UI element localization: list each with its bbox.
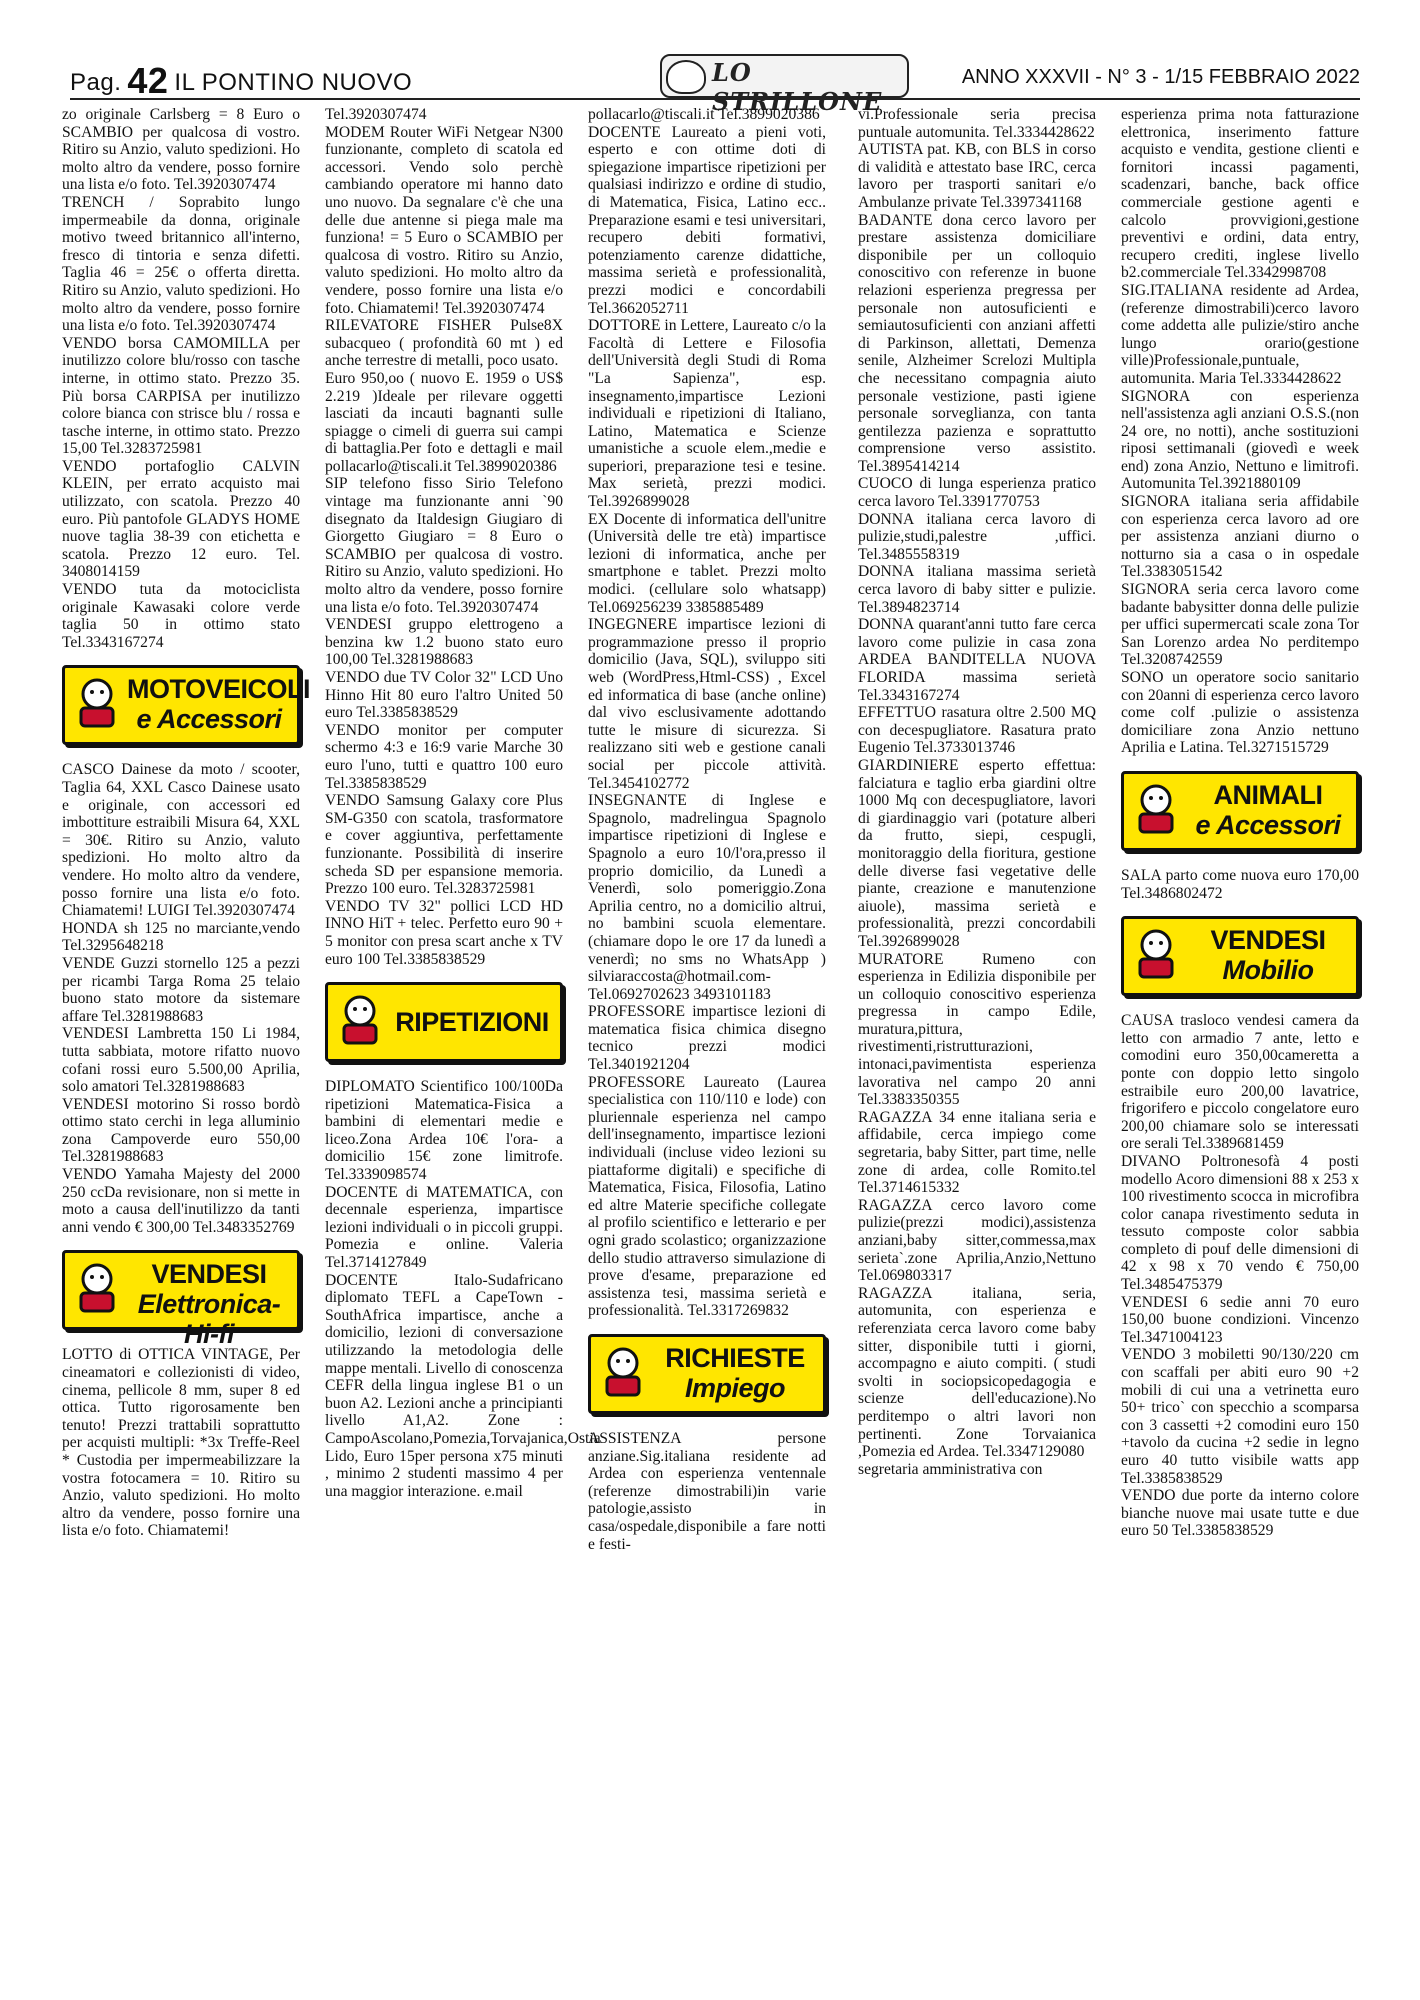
section-banner-animali xyxy=(1121,771,1359,851)
pag-label: Pag. xyxy=(70,69,122,96)
column-3 xyxy=(588,106,826,1553)
classified-ad: PROFESSORE impartisce lezioni di matematica fisica chimica disegno tecnico prezzi modici Tel.3401921204 xyxy=(588,1003,826,1074)
classified-ad: ASSISTENZA persone anziane.Sig.italiana residente ad Ardea con esperienza ventennale (referenze dimostrabili)in varie patologie,assisto in casa/ospedale,disponibile a fare notti e festi- xyxy=(588,1429,826,1553)
ads-list xyxy=(858,106,1096,1478)
newsboy-icon xyxy=(334,991,386,1047)
classified-ad: SIP telefono fisso Sirio Telefono vintage ma funzionante anni `90 disegnato da Italdesign Giugiaro di Giorgetto Giugiaro = 8 Euro o SCAMBIO per qualcosa di vostro. Ritiro su Anzio, valuto spedizioni. Ho molto altro da vendere, posso fornire una lista e/o foto. Tel.3920307474 xyxy=(325,475,563,616)
section-title: VENDESI xyxy=(151,1259,267,1290)
ads-list xyxy=(62,761,300,1236)
classified-ad: vi.Professionale seria precisa puntuale automunita. Tel.3334428622 xyxy=(858,106,1096,141)
classified-ad: VENDO TV 32" pollici LCD HD INNO HiT + telec. Perfetto euro 90 + 5 monitor con presa scart anche x TV euro 100 Tel.3385838529 xyxy=(325,897,563,968)
classified-ad: SIG.ITALIANA residente ad Ardea,(referenze dimostrabili)cerco lavoro come addetta alle pulizie/stiro anche lungo orario(gestione ville)Professionale,puntuale, automunita. Maria Tel.3334428622 xyxy=(1121,281,1359,387)
ads-list xyxy=(62,1346,300,1540)
column-5 xyxy=(1121,106,1359,1540)
classified-ad: CUOCO di lunga esperienza pratico cerca lavoro Tel.3391770753 xyxy=(858,475,1096,511)
classified-ad: INGEGNERE impartisce lezioni di programmazione presso il proprio domicilio (Java, SQL), sviluppo siti web (WordPress,Html-CSS) , Excel ed informatica di base (anche online) dal vivo esclusivamente adottando tutte le misure di sicurezza. Si realizzano siti web e gestione canali social per piccole attività. Tel.3454102772 xyxy=(588,616,826,792)
classified-ad: INSEGNANTE di Inglese e Spagnolo, madrelingua Spagnolo impartisce ripetizioni di Inglese e Spagnolo a euro 10/l'ora,presso il proprio domicilio, da Lunedì a Venerdì, solo pomeriggio.Zona Aprilia centro, no a domicilio altrui, no bambini scuola elementare. (chiamare dopo le ore 17 da lunedì a venerdì; no sms no WhatsApp ) silviaraccosta@hotmail.com-Tel.0692702623 3493101183 xyxy=(588,792,826,1003)
ads-list xyxy=(588,106,826,1320)
classified-ad: CAUSA trasloco vendesi camera da letto con armadio 7 ante, letto e comodini euro 350,00cameretta a ponte con doppio letto singolo estraibile euro 200,00 lavatrice, frigorifero e piccolo congelatore euro 200,00 chiamare solo se interessati ore serali Tel.3389681459 xyxy=(1121,1012,1359,1153)
classified-ad: VENDO due porte da interno colore bianche nuove mai usate tutte e due euro 50 Tel.3385838529 xyxy=(1121,1487,1359,1540)
classified-ad: VENDO tuta da motociclista originale Kawasaki colore verde taglia 50 in ottimo stato Tel.3343167274 xyxy=(62,581,300,651)
classified-ad: RAGAZZA italiana, seria, automunita, con esperienza e referenziata cerca lavoro come baby sitter, disponibile tutti i giorni, accompagno e aiuto compiti. ( studi svolti in sociopsicopedagogia e scienze dell'educazione).No perditempo o altri lavori non pertinenti. Zone Torvaianica ,Pomezia ed Ardea. Tel.3347129080 xyxy=(858,1284,1096,1461)
classified-ad: segretaria amministrativa con xyxy=(858,1460,1043,1478)
classified-ad: DIPLOMATO Scientifico 100/100Da ripetizioni Matematica-Fisica a bambini di elementari medie e liceo.Zona Ardea 10€ l'ora- a domicilio 15€ zone limitrofe. Tel.3339098574 xyxy=(325,1078,563,1184)
newsboy-icon xyxy=(666,60,706,94)
section-banner-richieste-impiego xyxy=(588,1334,826,1414)
classified-ad: DOTTORE in Lettere, Laureato c/o la Facoltà di Lettere e Filosofia dell'Università degli Studi di Roma "La Sapienza", esp. insegnamento,impartisce Lezioni individuali e ripetizioni di Italiano, Latino, Matematica e Scienze umanistiche a scuole elem.,medie e superiori, preparazione tesi e tesine. Max serietà, prezzi modici. Tel.3926899028 xyxy=(588,317,826,511)
classified-ad: MURATORE Rumeno con esperienza in Edilizia disponibile per un colloquio conoscitivo esperienza pregressa in campo Edile, muratura,pittura, rivestimenti,ristrutturazioni, intonaci,pavimentista esperienza lavorativa nel campo 20 anni Tel.3383350355 xyxy=(858,950,1096,1109)
classified-ad: HONDA sh 125 no marciante,vendo Tel.3295648218 xyxy=(62,919,300,955)
newsboy-icon xyxy=(1130,780,1182,836)
section-banner-ripetizioni xyxy=(325,982,563,1062)
section-title: MOTOVEICOLI xyxy=(127,674,311,705)
classified-ad: DOCENTE di MATEMATICA, con decennale esperienza, impartisce lezioni individuali o in piccoli gruppi. Pomezia e online. Valeria Tel.3714127849 xyxy=(325,1183,563,1272)
section-title: VENDESI xyxy=(1210,925,1326,956)
classified-ad: SIGNORA italiana seria affidabile con esperienza cerca lavoro ad ore per assistenza anziani diurno o notturno sia a casa o in ospedale Tel.3383051542 xyxy=(1121,493,1359,581)
newsboy-icon xyxy=(597,1343,649,1399)
classified-ad: VENDO Samsung Galaxy core Plus SM-G350 con scatola, trasformatore e cover aggiuntiva, perfettamente funzionante. Possibilità di inserire scheda SD per espansione memoria. Prezzo 100 euro. Tel.3283725981 xyxy=(325,792,563,898)
section-title: RICHIESTE xyxy=(665,1342,805,1373)
classified-ad: esperienza prima nota fatturazione elettronica, inserimento fatture acquisto e vendita, gestione clienti e fornitori incassi pagamenti, scadenzari, banche, back office commerciale gestione agenti e calcolo provvigioni,gestione preventivi e ordini, data entry, recupero crediti, inglese livello b2.commerciale Tel.3342998708 xyxy=(1121,106,1359,282)
classified-ad: RAGAZZA 34 enne italiana seria e affidabile, cerca impiego come segretaria, baby Sitter, part time, nelle zone di ardea, colle Romito.tel Tel.3714615332 xyxy=(858,1108,1096,1197)
classified-ad: VENDESI gruppo elettrogeno a benzina kw 1.2 buono stato euro 100,00 Tel.3281988683 xyxy=(325,616,563,669)
column-1 xyxy=(62,106,311,1540)
classified-ad: RILEVATORE FISHER Pulse8X subacqueo ( profondità 60 mt ) ed anche terrestre di metalli, poco usato. xyxy=(325,317,563,370)
issue-info: ANNO XXXVII - N° 3 - 1/15 FEBBRAIO 2022 xyxy=(961,66,1360,88)
section-subtitle: Mobilio xyxy=(1222,955,1314,986)
classified-ad: SIGNORA seria cerca lavoro come badante babysitter donna delle pulizie per uffici supermercati scale zona Tor San Lorenzo ardea No perditempo Tel.3208742559 xyxy=(1121,581,1359,669)
classified-ad: CASCO Dainese da moto / scooter, Taglia 64, XXL Casco Dainese usato e originale, con accessori ed imbottiture estraibili Misura 64, XXL = 30€. Ritiro su Anzio, valuto spedizioni. Ho molto altro da vendere. Ho molto altro da vendere, posso fornire una lista e/o foto. Chiamatemi! LUIGI Tel.3920307474 xyxy=(62,761,300,920)
classified-ad: DOCENTE Laureato a pieni voti, esperto e con ottime doti di spiegazione impartisce ripetizioni per qualsiasi indirizzo e ordine di studio, di Matematica, Fisica, Latino ecc.. Preparazione esami e tesi universitari, recupero debiti formativi, potenziamento carenze didattiche, massima serietà e professionalità, prezzi modici e concordabili Tel.3662052711 xyxy=(588,123,826,317)
section-subtitle: Elettronica-Hi-fi xyxy=(137,1289,281,1350)
newspaper-name: IL PONTINO NUOVO xyxy=(174,69,413,96)
classified-ad: VENDO 3 mobiletti 90/130/220 cm con scaffali per abiti euro 90 +2 mobili di cui una a vetrinetta euro 50+ trico` con specchio a scomparsa con 3 cassetti +2 comodini euro 150 +tavolo da cucina +2 sedie in legno euro 40 tutto visibile watts app Tel.3385838529 xyxy=(1121,1346,1359,1487)
classified-ad: VENDE Guzzi stornello 125 a pezzi per ricambi Targa Roma 25 telaio buono stato motore da sistemare affare Tel.3281988683 xyxy=(62,954,300,1025)
classified-ad: zo originale Carlsberg = 8 Euro o SCAMBIO per qualcosa di vostro. Ritiro su Anzio, valuto spedizioni. Ho molto altro da vendere, posso fornire una lista e/o foto. Tel.3920307474 xyxy=(62,106,300,194)
classified-ad: VENDO monitor per computer schermo 4:3 e 16:9 varie Marche 30 euro l'uno, tutti e quattro 100 euro Tel.3385838529 xyxy=(325,721,563,792)
classified-ad: VENDO Yamaha Majesty del 2000 250 ccDa revisionare, non si mette in moto a causa dell'inutilizzo da tanti anni vendo € 300,00 Tel.3483352769 xyxy=(62,1166,300,1236)
newsboy-icon xyxy=(1130,925,1182,981)
logo-text: LO STRILLONE xyxy=(712,58,883,116)
classified-ad: DONNA italiana massima serietà cerca lavoro di baby sitter e pulizie. Tel.3894823714 xyxy=(858,563,1096,616)
classified-ad: SIGNORA con esperienza nell'assistenza agli anziani O.S.S.(non 24 ore, no notti), anche sostituzioni riposi settimanali (giovedì e week end) zona Anzio, Nettuno e limitrofi. Automunita Tel.3921880109 xyxy=(1121,387,1359,493)
section-title: RIPETIZIONI xyxy=(395,1007,549,1038)
ads-list xyxy=(325,106,563,968)
classified-ad: DOCENTE Italo-Sudafricano diplomato TEFL a CapeTown - SouthAfrica impartisce, anche a domicilio, lezioni di conversazione utilizzando la metodologia delle mappe mentali. Livello di conoscenza CEFR della lingua inglese B1 o un buon A2. Lezioni anche a principianti livello A1,A2. Zone : CampoAscolano,Pomezia,Torvajanica,Ostia Lido, Euro 15per persona x75 minuti , minimo 2 studenti massimo 4 per una maggior interazione. e.mail xyxy=(325,1271,601,1500)
lo-strillone-logo xyxy=(660,54,909,116)
classified-ad: GIARDINIERE esperto effettua: falciatura e taglio erba giardini oltre 1000 Mq con decespugliatore, lavori di giardinaggio vari (potature alberi da frutto, siepi, cespugli, monitoraggio della fioritura, gestione delle diverse fasi vegetative delle piante, creazione e manutenzione aiuole), massima serietà e professionalità, prezzi concordabili Tel.3926899028 xyxy=(858,756,1096,950)
section-subtitle: e Accessori xyxy=(136,704,282,735)
classified-ad: pollacarlo@tiscali.it Tel.3899020386 xyxy=(588,106,820,123)
classified-ad: DONNA italiana cerca lavoro di pulizie,studi,palestre ,uffici. Tel.3485558319 xyxy=(858,510,1096,563)
column-4 xyxy=(858,106,1096,1478)
section-subtitle: e Accessori xyxy=(1195,809,1341,840)
classified-ad: MODEM Router WiFi Netgear N300 funzionante, completo di scatola ed accessori. Vendo solo perchè cambiando operatore mi hanno dato uno nuovo. Da segnalare c'è che una delle due antenne si piega male ma funziona! = 5 Euro o SCAMBIO per qualcosa di vostro. Ritiro su Anzio, valuto spedizioni. Ho molto altro da vendere, posso fornire una lista e/o foto. Chiamatemi! Tel.3920307474 xyxy=(325,123,563,317)
ads-list xyxy=(325,1078,601,1500)
classified-ad: VENDESI Lambretta 150 Li 1984, tutta sabbiata, motore rifatto nuovo cofani rossi euro 5.500,00 Aprilia, solo amatori Tel.3281988683 xyxy=(62,1025,300,1096)
ads-list xyxy=(62,106,300,651)
classified-ad: BADANTE dona cerco lavoro per prestare assistenza domiciliare disponibile per un colloquio conoscitivo con referenze in buone relazioni esperienza pregressa per personale non autosuficienti e semiautosuficienti con anziani affetti di Parkinson, allettati, Demenza senile, Alzheimer Screlozi Multipla che necessitano compagnia aiuto personale vestizione, pasti igiene personale sorveglianza, con tanta gentilezza pazienza e soprattutto comprensione verso assistito. Tel.3895414214 xyxy=(858,211,1096,475)
page-number: 42 xyxy=(127,60,169,101)
section-subtitle: Impiego xyxy=(684,1372,785,1403)
classified-ad: EX Docente di informatica dell'unitre (Università delle tre età) impartisce lezioni di informatica, anche per smartphone e tablet. Prezzi molto modici. (cellulare solo whatsapp) Tel.069256239 3385885489 xyxy=(588,510,826,616)
classified-ad: Euro 950,oo ( nuovo E. 1959 o US$ 2.219 )Ideale per rilevare oggetti lasciati da incauti bagnanti sulle spiagge o cimeli di guerra sui campi di battaglia.Per foto e dettagli e mail pollacarlo@tiscali.it Tel.3899020386 xyxy=(325,369,563,475)
newsboy-icon xyxy=(71,674,123,730)
classified-ad: VENDESI motorino Si rosso bordò ottimo stato cerchi in lega alluminio zona Campoverde euro 550,00 Tel.3281988683 xyxy=(62,1095,300,1166)
classified-ad: VENDO due TV Color 32" LCD Uno Hinno Hit 80 euro l'altro United 50 euro Tel.3385838529 xyxy=(325,669,563,722)
header-left xyxy=(70,60,412,102)
classified-ad: LOTTO di OTTICA VINTAGE, Per cineamatori e collezionisti di video, cinema, pellicole 8 mm, super 8 ed ottica. Tutto rigorosamente ben tenuto! Prezzi trattabili soprattutto per acquisti multipli: *3x Treffe-Reel * Custodia per impermeabilizzare la vostra fotocamera = 10. Ritiro su Anzio, valuto spedizioni. Ho molto altro da vendere, posso fornire una lista e/o foto. Chiamatemi! xyxy=(62,1346,300,1540)
classified-ad: Tel.3920307474 xyxy=(325,106,427,123)
section-title: ANIMALI xyxy=(1213,779,1323,810)
classified-ad: VENDESI 6 sedie anni 70 euro 150,00 buone condizioni. Vincenzo Tel.3471004123 xyxy=(1121,1293,1359,1346)
classified-ad: DIVANO Poltronesofà 4 posti modello Acoro dimensioni 88 x 253 x 100 rivestimento scocca in microfibra color canapa rivestimento seduta in tessuto composte color sabbia completo di pouf delle dimensioni di 42 x 98 x 70 vendo € 750,00 Tel.3485475379 xyxy=(1121,1152,1359,1294)
classified-ad: VENDO portafoglio CALVIN KLEIN, per errato acquisto mai utilizzato, con scatola. Prezzo 40 euro. Più pantofole GLADYS HOME nuove taglia 38-39 con etichetta e scatola. Prezzo 12 euro. Tel. 3408014159 xyxy=(62,457,300,581)
classified-ad: SALA parto come nuova euro 170,00 Tel.3486802472 xyxy=(1121,866,1359,902)
classified-ad: RAGAZZA cerco lavoro come pulizie(prezzi modici),assistenza anziani,baby sitter,commessa,max serieta`.zone Aprilia,Anzio,Nettuno Tel.069803317 xyxy=(858,1196,1096,1285)
section-banner-mobilio xyxy=(1121,916,1359,996)
section-banner-motoveicoli xyxy=(62,665,311,745)
classified-ad: SONO un operatore socio sanitario con 20anni di esperienza cerco lavoro come colf .pulizie o assistenza domiciliare zona Anzio nettuno Aprilia e Latina. Tel.3271515729 xyxy=(1121,669,1359,757)
ads-list xyxy=(588,1430,826,1553)
newsboy-icon xyxy=(71,1259,123,1315)
classified-ad: EFFETTUO rasatura oltre 2.500 MQ con decespugliatore. Rasatura prato Eugenio Tel.3733013746 xyxy=(858,704,1096,757)
classified-ad: TRENCH / Soprabito lungo impermeabile da donna, originale motivo tweed britannico all'interno, fresco di tintoria e senza difetti. Taglia 46 = 25€ o offerta diretta. Ritiro su Anzio, valuto spedizioni. Ho molto altro da vendere, posso fornire una lista e/o foto. Tel.3920307474 xyxy=(62,193,300,335)
ads-list xyxy=(1121,867,1359,902)
section-banner-elettronica xyxy=(62,1250,300,1350)
classified-ad: PROFESSORE Laureato (Laurea specialistica con 110/110 e lode) con pluriennale esperienza nel campo dell'insegnamento, impartisce lezioni individuali (incluse video lezioni su piattaforme digitali) e specifiche di Matematica, Fisica, Filosofia, Latino ed altre Materie specifiche collegate al profilo scientifico e letterario e per ogni grado scolastico; organizzazione dello studio attraverso simulazione di prove d'esame, preparazione ed assistenza tesi, massima serietà e professionalità. Tel.3317269832 xyxy=(588,1073,826,1320)
classified-ad: VENDO borsa CAMOMILLA per inutilizzo colore blu/rosso con tasche interne, in ottimo stato. Prezzo 35. Più borsa CARPISA per inutilizzo colore bianca con strisce blu / rossa e tasche interne, in ottimo stato. Prezzo 15,00 Tel.3283725981 xyxy=(62,334,300,458)
ads-list xyxy=(1121,106,1359,757)
ads-list xyxy=(1121,1012,1359,1540)
classified-ad: DONNA quarant'anni tutto fare cerca lavoro come pulizie in casa zona ARDEA BANDITELLA NUOVA FLORIDA massima serietà Tel.3343167274 xyxy=(858,616,1096,704)
column-2 xyxy=(325,106,601,1500)
classified-ad: AUTISTA pat. KB, con BLS in corso di validità e attestato base IRC, cerca lavoro per trasporti sanitari e/o Ambulanze private Tel.3397341168 xyxy=(858,141,1096,211)
